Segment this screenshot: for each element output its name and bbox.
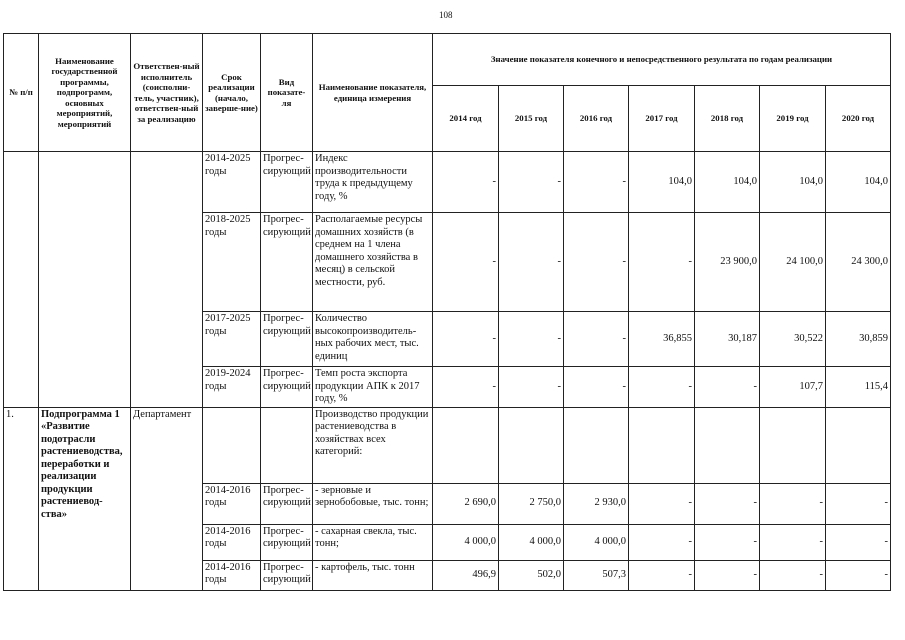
- value-cell: 2 930,0: [564, 483, 629, 524]
- subprogram-name: Подпрограмма 1 «Развитие подотрасли растениеводства, переработки и реализации продукции растениевод-ства»: [39, 407, 131, 590]
- table-row: [4, 407, 891, 483]
- value-cell: -: [564, 312, 629, 367]
- value-cell: 4 000,0: [564, 524, 629, 560]
- value-cell: [499, 407, 564, 483]
- value-cell: -: [499, 213, 564, 312]
- row-type: Прогрес-сирующий: [261, 312, 313, 367]
- value-cell: -: [695, 483, 760, 524]
- header-year: 2020 год: [826, 86, 891, 152]
- header-year: 2014 год: [433, 86, 499, 152]
- subprogram-responsible: Департамент: [131, 407, 203, 590]
- subprogram-num: 1.: [4, 407, 39, 590]
- value-cell: -: [695, 560, 760, 590]
- value-cell: -: [433, 213, 499, 312]
- value-cell: 2 750,0: [499, 483, 564, 524]
- value-cell: 30,859: [826, 312, 891, 367]
- value-cell: 23 900,0: [695, 213, 760, 312]
- value-cell: -: [499, 312, 564, 367]
- row-indicator: - картофель, тыс. тонн: [313, 560, 433, 590]
- row-responsible: [131, 152, 203, 408]
- value-cell: 4 000,0: [433, 524, 499, 560]
- header-responsible: Ответствен-ный исполнитель (соисполни-тель, участник), ответствен-ный за реализацию: [131, 34, 203, 152]
- row-indicator: Индекс производительности труда к предыдущему году, %: [313, 152, 433, 213]
- value-cell: 24 300,0: [826, 213, 891, 312]
- value-cell: -: [826, 483, 891, 524]
- row-period: 2014-2016 годы: [203, 560, 261, 590]
- row-name: [39, 152, 131, 408]
- value-cell: -: [564, 367, 629, 408]
- value-cell: -: [629, 483, 695, 524]
- header-year: 2017 год: [629, 86, 695, 152]
- row-indicator: Количество высокопроизводитель-ных рабочих мест, тыс. единиц: [313, 312, 433, 367]
- value-cell: 104,0: [695, 152, 760, 213]
- value-cell: -: [564, 152, 629, 213]
- value-cell: 24 100,0: [760, 213, 826, 312]
- value-cell: -: [433, 152, 499, 213]
- value-cell: -: [760, 524, 826, 560]
- header-year: 2019 год: [760, 86, 826, 152]
- header-num: № п/п: [4, 34, 39, 152]
- table-row: [4, 152, 891, 213]
- value-cell: 2 690,0: [433, 483, 499, 524]
- value-cell: -: [629, 560, 695, 590]
- value-cell: 30,522: [760, 312, 826, 367]
- value-cell: -: [629, 213, 695, 312]
- row-type: Прогрес-сирующий: [261, 483, 313, 524]
- value-cell: -: [433, 367, 499, 408]
- header-year: 2018 год: [695, 86, 760, 152]
- value-cell: [760, 407, 826, 483]
- value-cell: 36,855: [629, 312, 695, 367]
- value-cell: -: [499, 367, 564, 408]
- header-year: 2016 год: [564, 86, 629, 152]
- value-cell: -: [433, 312, 499, 367]
- row-num: [4, 152, 39, 408]
- value-cell: 496,9: [433, 560, 499, 590]
- value-cell: 104,0: [760, 152, 826, 213]
- row-type: Прогрес-сирующий: [261, 152, 313, 213]
- value-cell: -: [760, 560, 826, 590]
- value-cell: 30,187: [695, 312, 760, 367]
- row-type: Прогрес-сирующий: [261, 560, 313, 590]
- row-period: 2014-2016 годы: [203, 524, 261, 560]
- row-indicator: Располагаемые ресурсы домашних хозяйств (в среднем на 1 члена домашнего хозяйства в месяц) в сельской местности, руб.: [313, 213, 433, 312]
- value-cell: -: [629, 524, 695, 560]
- value-cell: -: [499, 152, 564, 213]
- row-type: Прогрес-сирующий: [261, 524, 313, 560]
- value-cell: 104,0: [629, 152, 695, 213]
- row-indicator: Темп роста экспорта продукции АПК к 2017 году, %: [313, 367, 433, 408]
- row-period: 2014-2025 годы: [203, 152, 261, 213]
- row-indicator: - сахарная свекла, тыс. тонн;: [313, 524, 433, 560]
- group-indicator: Производство продукции растениеводства в хозяйствах всех категорий:: [313, 407, 433, 483]
- row-indicator: - зерновые и зернобобовые, тыс. тонн;: [313, 483, 433, 524]
- value-cell: [695, 407, 760, 483]
- header-name: Наименование государственной программы, подпрограмм, основных мероприятий, мероприятий: [39, 34, 131, 152]
- value-cell: [826, 407, 891, 483]
- value-cell: 115,4: [826, 367, 891, 408]
- value-cell: 502,0: [499, 560, 564, 590]
- row-period: 2014-2016 годы: [203, 483, 261, 524]
- header-values-group: Значение показателя конечного и непосредственного результата по годам реализации: [433, 34, 891, 86]
- value-cell: -: [695, 367, 760, 408]
- row-period: 2018-2025 годы: [203, 213, 261, 312]
- value-cell: 107,7: [760, 367, 826, 408]
- header-type: Вид показате-ля: [261, 34, 313, 152]
- value-cell: 507,3: [564, 560, 629, 590]
- indicator-table: [3, 33, 891, 591]
- row-type: Прогрес-сирующий: [261, 367, 313, 408]
- value-cell: -: [826, 524, 891, 560]
- header-year: 2015 год: [499, 86, 564, 152]
- row-period: 2017-2025 годы: [203, 312, 261, 367]
- row-period: 2019-2024 годы: [203, 367, 261, 408]
- value-cell: [564, 407, 629, 483]
- value-cell: [433, 407, 499, 483]
- value-cell: -: [826, 560, 891, 590]
- value-cell: -: [629, 367, 695, 408]
- header-period: Срок реализации (начало, заверше-ние): [203, 34, 261, 152]
- value-cell: 104,0: [826, 152, 891, 213]
- value-cell: -: [564, 213, 629, 312]
- value-cell: [629, 407, 695, 483]
- value-cell: -: [760, 483, 826, 524]
- row-type: Прогрес-сирующий: [261, 213, 313, 312]
- page-number: 108: [439, 10, 453, 20]
- row-type: [261, 407, 313, 483]
- header-indicator: Наименование показателя, единица измерения: [313, 34, 433, 152]
- value-cell: 4 000,0: [499, 524, 564, 560]
- value-cell: -: [695, 524, 760, 560]
- row-period: [203, 407, 261, 483]
